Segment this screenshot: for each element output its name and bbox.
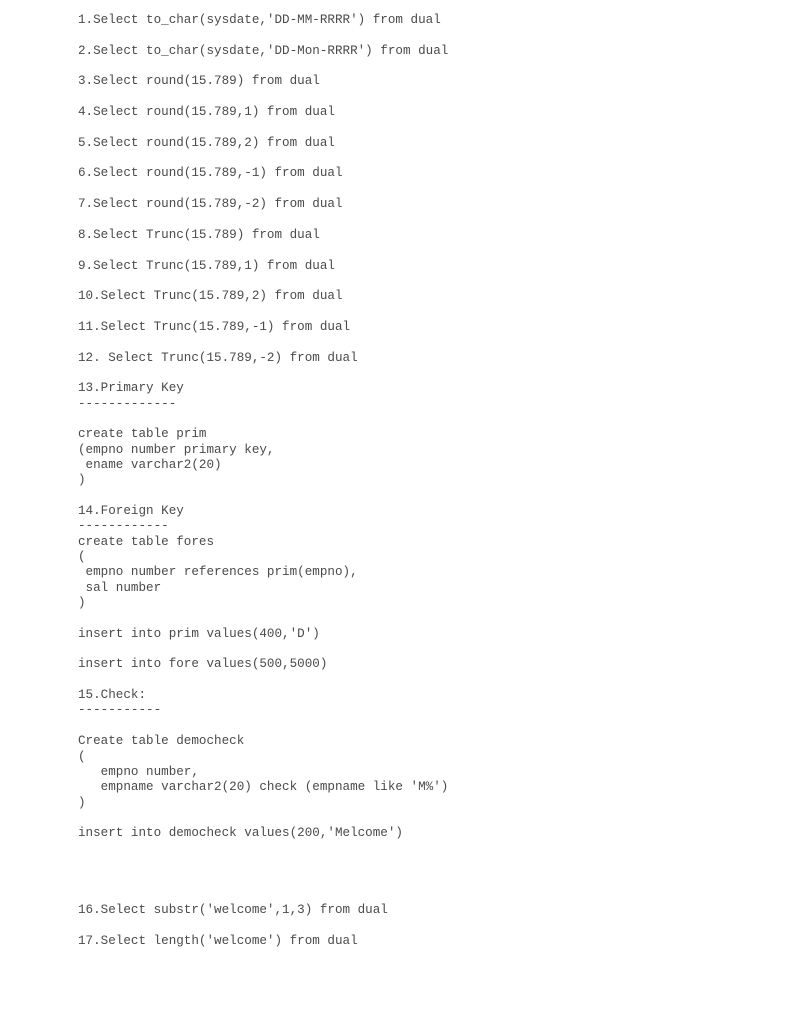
document-line	[78, 719, 448, 734]
document-line	[78, 872, 448, 887]
document-line	[78, 335, 448, 350]
document-line	[78, 28, 448, 43]
document-line: Create table democheck	[78, 734, 245, 749]
document-line: 1.Select to_char(sysdate,'DD-MM-RRRR') from dual	[78, 13, 441, 27]
document-line	[78, 120, 448, 135]
document-line	[78, 857, 448, 872]
document-line	[78, 274, 448, 289]
document-line: insert into democheck values(200,'Melcome')	[78, 826, 403, 841]
document-line: ename varchar2(20)	[78, 457, 222, 472]
document-text	[78, 13, 448, 949]
document-line	[78, 182, 448, 197]
document-line	[78, 90, 448, 105]
document-line: 5.Select round(15.789,2) from dual	[78, 135, 335, 150]
document-line	[78, 811, 448, 826]
document-line	[78, 673, 448, 688]
document-line: 9.Select Trunc(15.789,1) from dual	[78, 258, 335, 273]
document-line: 16.Select substr('welcome',1,3) from dual	[78, 902, 388, 917]
document-line: ------------	[78, 519, 169, 534]
document-line: 17.Select length('welcome') from dual	[78, 933, 358, 948]
document-line: create table fores	[78, 534, 215, 549]
document-line: )	[78, 473, 86, 488]
document-line: (	[78, 550, 86, 565]
document-line: )	[78, 795, 86, 810]
document-line: 8.Select Trunc(15.789) from dual	[78, 227, 320, 242]
document-line: -----------	[78, 703, 162, 718]
document-line: 3.Select round(15.789) from dual	[78, 74, 320, 89]
document-line	[78, 212, 448, 227]
document-line: sal number	[78, 580, 162, 595]
document-line: 14.Foreign Key	[78, 504, 184, 518]
document-line: 15.Check:	[78, 688, 147, 703]
document-line: )	[78, 596, 86, 611]
document-line: empname varchar2(20) check (empname like 'M%')	[78, 780, 449, 795]
document-line: insert into fore values(500,5000)	[78, 657, 328, 672]
document-line: 6.Select round(15.789,-1) from dual	[78, 166, 343, 181]
document-line: 2.Select to_char(sysdate,'DD-Mon-RRRR') from dual	[78, 43, 449, 58]
document-line	[78, 489, 448, 504]
document-line	[78, 412, 448, 427]
document-line	[78, 611, 448, 626]
document-line: -------------	[78, 396, 177, 411]
document-line: create table prim	[78, 427, 207, 442]
document-line	[78, 59, 448, 74]
document-line	[78, 642, 448, 657]
document-line: 12. Select Trunc(15.789,-2) from dual	[78, 350, 358, 365]
document-line: 11.Select Trunc(15.789,-1) from dual	[78, 319, 351, 334]
document-line: empno number,	[78, 764, 199, 779]
document-line	[78, 366, 448, 381]
document-line: insert into prim values(400,'D')	[78, 626, 320, 641]
document-line: 4.Select round(15.789,1) from dual	[78, 105, 335, 120]
document-line	[78, 918, 448, 933]
document-line: 10.Select Trunc(15.789,2) from dual	[78, 289, 343, 304]
document-line	[78, 305, 448, 320]
document-line: empno number references prim(empno),	[78, 565, 358, 580]
document-line: 13.Primary Key	[78, 381, 184, 396]
document-line: (	[78, 749, 86, 764]
document-line: 7.Select round(15.789,-2) from dual	[78, 197, 343, 212]
document-line: (empno number primary key,	[78, 442, 275, 457]
document-line	[78, 243, 448, 258]
document-line	[78, 842, 448, 857]
document-line	[78, 888, 448, 903]
document-line	[78, 151, 448, 166]
